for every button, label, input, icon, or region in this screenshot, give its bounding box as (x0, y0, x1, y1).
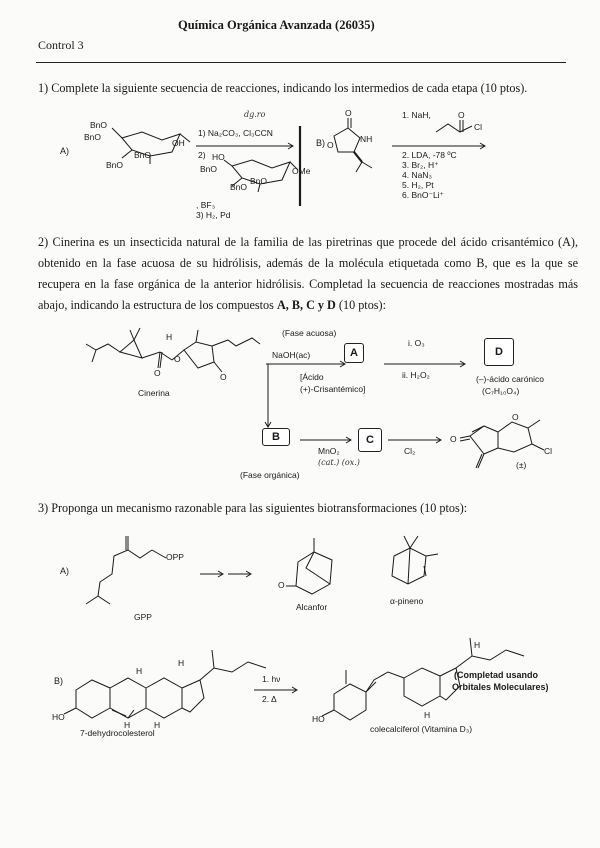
question-3-statement: 3) Proponga un mecanismo razonable para las siguientes biotransformaciones (10 ptos): (38, 501, 468, 515)
stereo-h-label: H (154, 720, 161, 730)
group-label: OH (172, 138, 185, 148)
page-title: Química Orgánica Avanzada (26035) (178, 18, 375, 32)
reagent-step-3: 3) H₂, Pd (196, 210, 231, 220)
caronic-acid-label: (–)-ácido carónico (476, 374, 545, 384)
reagent-step-2: 2) (198, 150, 206, 160)
box-a: A (344, 343, 364, 363)
reagent-cl2: Cl₂ (404, 446, 416, 456)
atom-label: O (458, 110, 465, 120)
mo-note-1: (Completad usando (454, 670, 539, 680)
opp-label: OPP (166, 552, 184, 562)
group-label: BnO (84, 132, 102, 142)
part-label: B) (316, 138, 325, 148)
atom-label: O (278, 580, 285, 590)
atom-label: O (512, 412, 519, 422)
atom-label: Cl (474, 122, 483, 132)
box-d: D (484, 338, 514, 366)
gpp-label: GPP (134, 612, 152, 622)
reagent-naoh: NaOH(ac) (272, 350, 311, 360)
group-label: BnO (106, 160, 124, 170)
q2-statement-tail: (10 ptos): (335, 298, 386, 312)
step-b-6: 6. BnO⁻Li⁺ (402, 190, 445, 200)
vitamin-d-ring-a (334, 684, 366, 720)
atom-label: O (154, 368, 161, 378)
atom-label: O (220, 372, 227, 382)
group-label: OMe (292, 166, 311, 176)
atom-label: Cl (544, 446, 553, 456)
handwritten-note: (cat.) (ox.) (318, 458, 360, 467)
reagent-lewis-acid: , BF₃ (196, 200, 216, 210)
reactant-label: 7-dehydrocolesterol (80, 728, 155, 738)
box-b: B (262, 428, 290, 446)
atom-label: O (450, 434, 457, 444)
hydroxyl-label: HO (52, 712, 65, 722)
fase-organica-label: (Fase orgánica) (240, 470, 300, 480)
group-label: BnO (250, 176, 268, 186)
cinerina-label: Cinerina (138, 388, 170, 398)
step-b-1: 1. NaH, (402, 110, 431, 120)
atom-label: O (174, 354, 181, 364)
stereo-h-label: H (178, 658, 185, 668)
question-1-statement: 1) Complete la siguiente secuencia de reacciones, indicando los intermedios de cada etapa (10 ptos). (38, 81, 528, 95)
step-heat: 2. Δ (262, 694, 277, 704)
mo-note-2: Orbitales Moleculares) (452, 682, 549, 692)
reagent-mno2: MnO₂ (318, 446, 340, 456)
q2-statement-text: 2) Cinerina es un insecticida natural de la familia de las piretrinas que procede del ácido crisantémico (A), obtenido en la fase acuosa de su hidrólisis, además de la molécula etiquetada como B, que es la que se recupera en la fase orgánica de la anterior hidrólisis. Completad la secuencia de reacciones mostradas más abajo, indicando la estructura de los compuestos (38, 235, 578, 312)
part-label: A) (60, 146, 69, 156)
product-label: colecalciferol (Vitamina D₃) (370, 724, 473, 734)
part-label: B) (54, 676, 63, 686)
stereo-h-label: H (124, 720, 131, 730)
reagent-step-1: 1) Na₂CO₃, Cl₃CCN (198, 128, 273, 138)
reagent-ozone: i. O₃ (408, 338, 425, 348)
steroid-ring-c (146, 678, 182, 718)
stereo-h-label: H (474, 640, 481, 650)
acid-label-2: (+)-Crisantémico] (300, 384, 366, 394)
pinene-label: α-pineno (390, 596, 424, 606)
stereo-h-label: H (166, 332, 173, 342)
steroid-ring-a (76, 680, 110, 718)
step-b-5: 5. H₂, Pt (402, 180, 434, 190)
control-number: Control 3 (38, 38, 84, 52)
handwritten-note: dg.ro (244, 110, 266, 119)
q2-statement-bold: A, B, C y D (276, 298, 336, 312)
step-b-4: 4. NaN₃ (402, 170, 432, 180)
group-label: BnO (134, 150, 152, 160)
step-b-2: 2. LDA, -78 ºC (402, 150, 457, 160)
group-label: BnO (200, 164, 218, 174)
reagent-peroxide: ii. H₂O₂ (402, 370, 430, 380)
hydroxyl-label: HO (312, 714, 325, 724)
step-b-3: 3. Br₂, H⁺ (402, 160, 439, 170)
caronic-acid-formula: (C₇H₁₀O₄) (482, 386, 520, 396)
stereo-h-label: H (136, 666, 143, 676)
camphor-label: Alcanfor (296, 602, 328, 612)
atom-label: NH (360, 134, 373, 144)
atom-label: O (345, 108, 352, 118)
box-c: C (358, 428, 382, 452)
steroid-ring-d (182, 680, 204, 712)
acid-label-1: [Ácido (300, 372, 324, 382)
group-label: BnO (230, 182, 248, 192)
group-label: HO (212, 152, 225, 162)
step-hv: 1. hν (262, 674, 281, 684)
racemic-label: (±) (516, 460, 527, 470)
stereo-h-label: H (424, 710, 431, 720)
atom-label: O (327, 140, 334, 150)
group-label: BnO (90, 120, 108, 130)
fase-acuosa-label: (Fase acuosa) (282, 328, 337, 338)
vitamin-d-ring-c (404, 668, 440, 706)
part-label: A) (60, 566, 69, 576)
gpp-chain (128, 536, 152, 558)
